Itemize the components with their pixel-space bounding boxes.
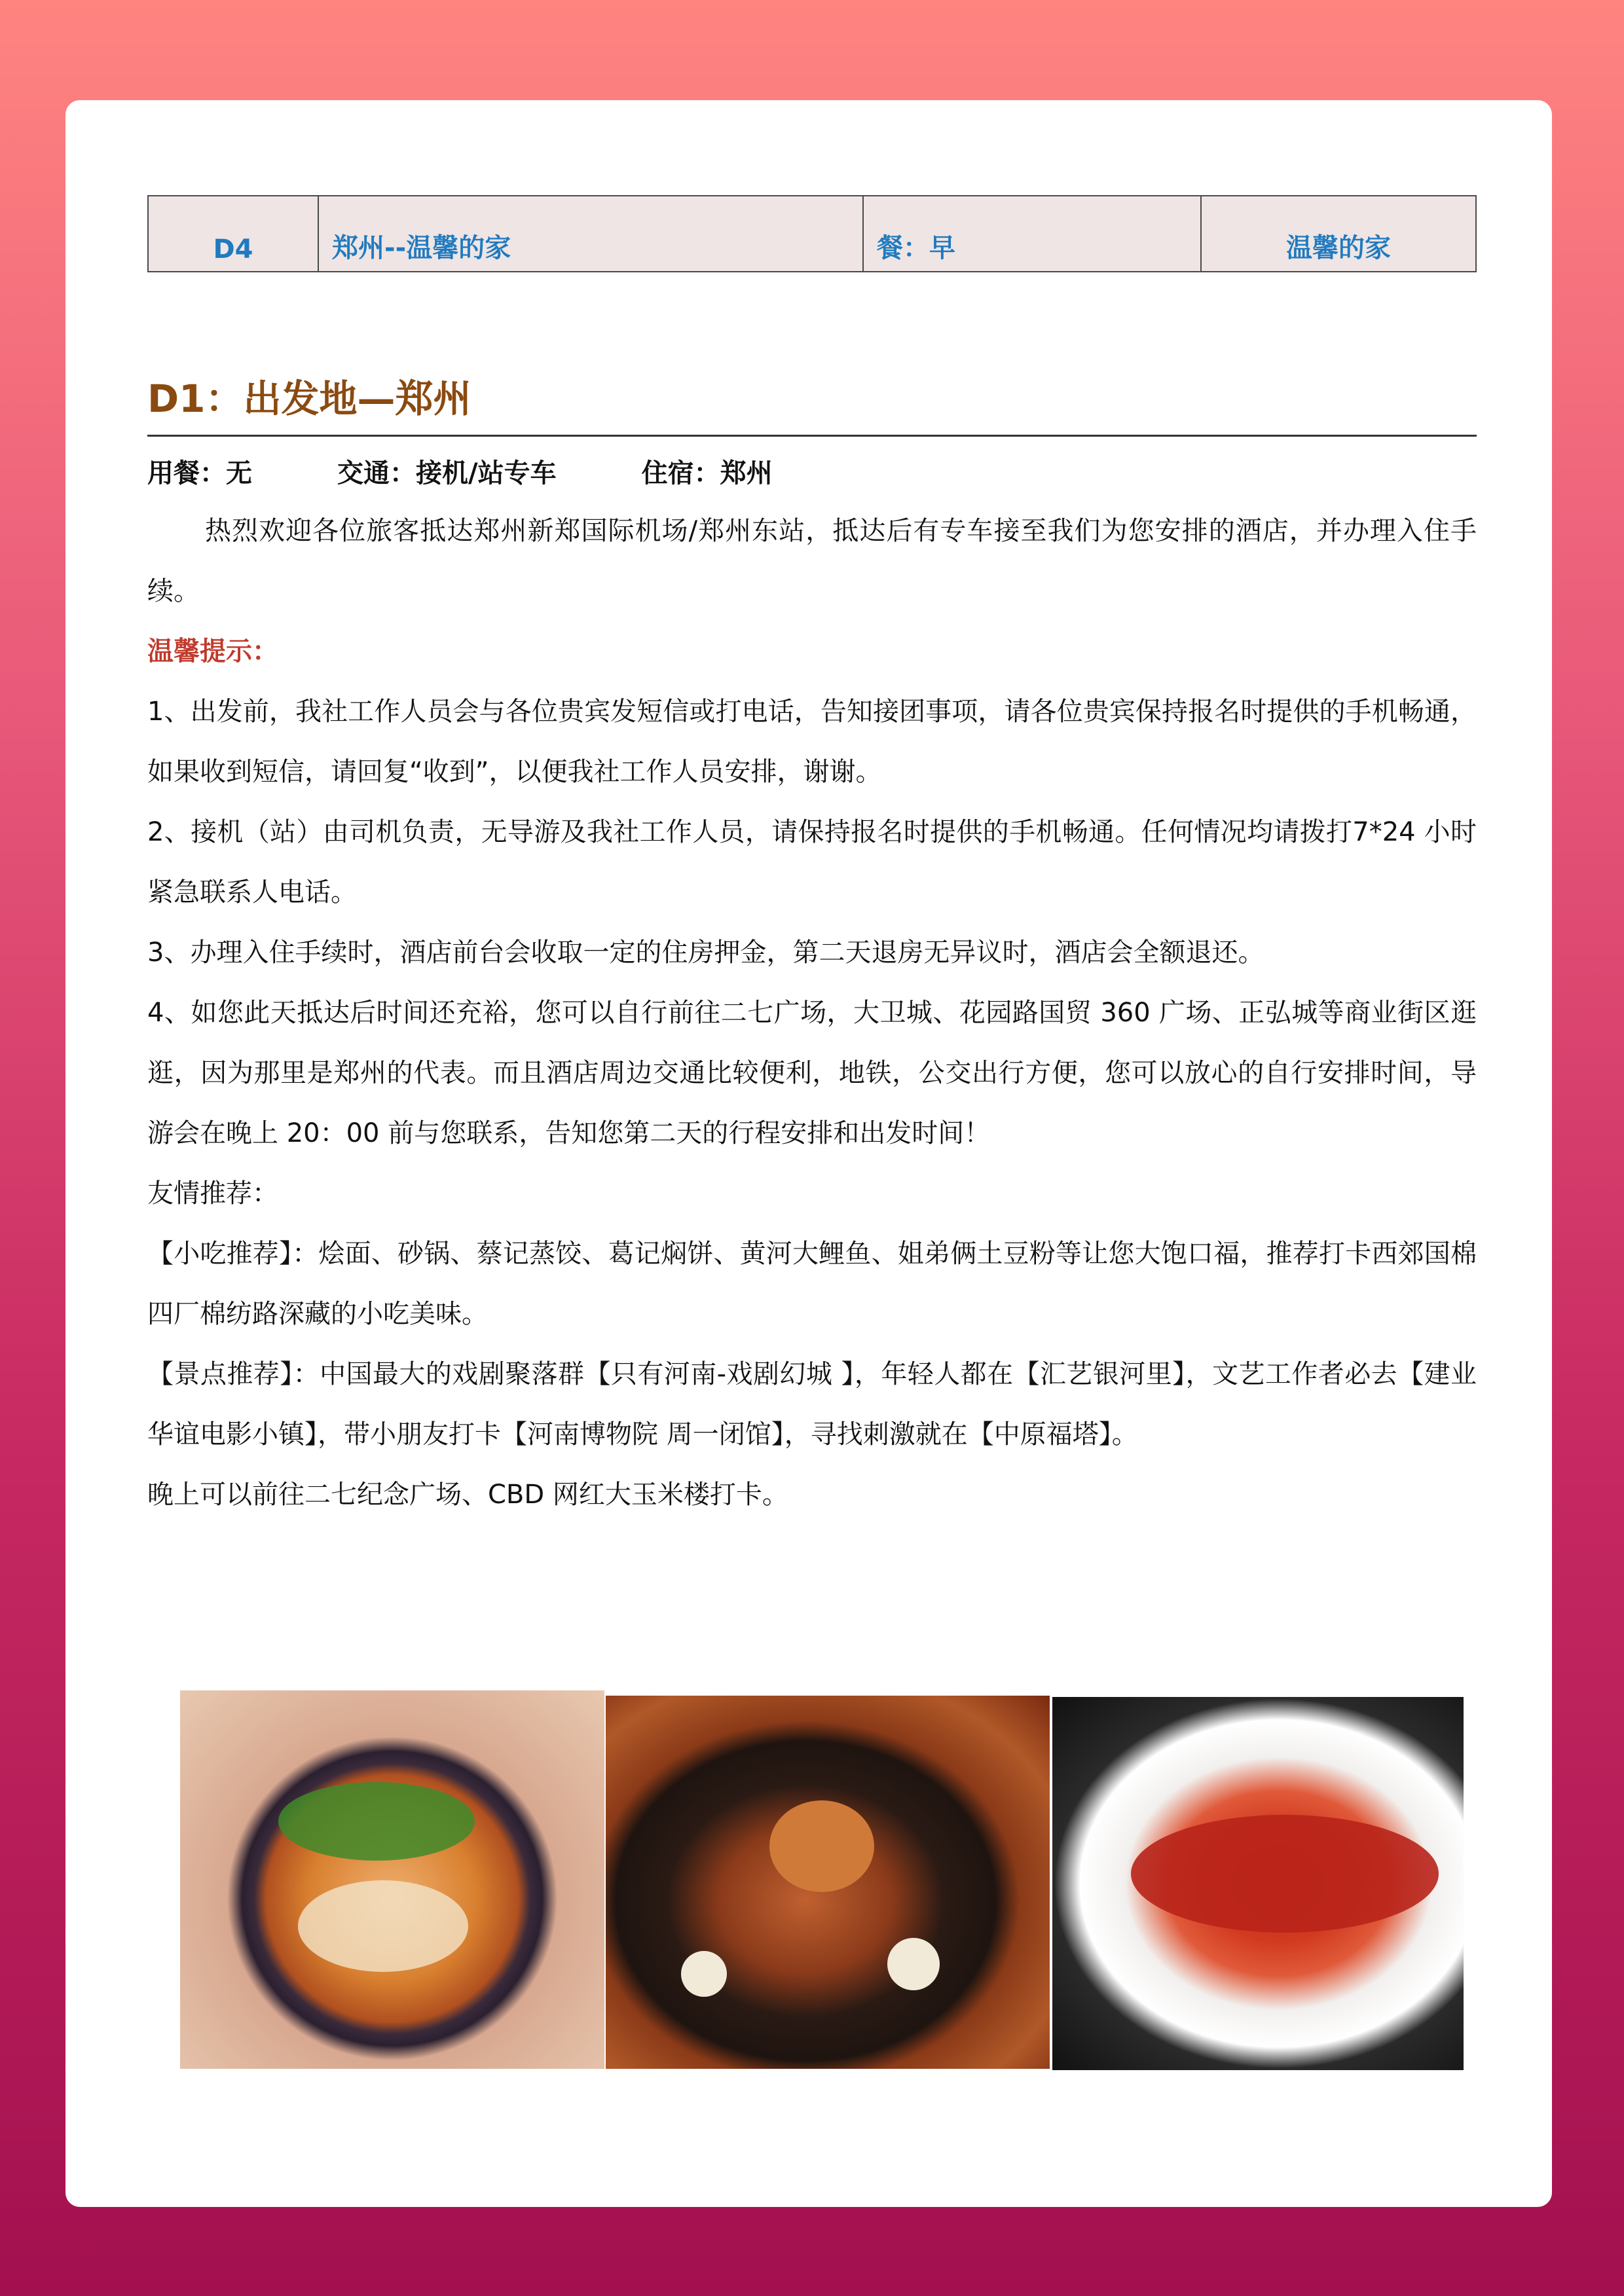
transport-info: 交通：接机/站专车 bbox=[337, 458, 557, 488]
day-title: D1：出发地—郑州 bbox=[147, 378, 1477, 437]
clay-pot-photo bbox=[606, 1696, 1050, 2069]
tips-title: 温馨提示： bbox=[147, 636, 278, 666]
tip-item: 3、办理入住手续时，酒店前台会收取一定的住房押金，第二天退房无异议时，酒店会全额退还。 bbox=[147, 937, 1264, 968]
day-cell: D4 bbox=[148, 196, 318, 272]
food-photos bbox=[180, 1690, 1464, 2070]
meal-info: 用餐：无 bbox=[147, 458, 252, 488]
day-meta bbox=[147, 455, 1477, 492]
stay-info: 住宿：郑州 bbox=[641, 458, 773, 488]
braised-fish-photo bbox=[1052, 1697, 1464, 2070]
tip-item: 4、如您此天抵达后时间还充裕，您可以自行前往二七广场，大卫城、花园路国贸 360 广场、正弘城等商业街区逛逛，因为那里是郑州的代表。而且酒店周边交通比较便利，地铁，公交出行方便，您可以放心的自行安排时间，导游会在晚上 20：00 前与您联系，告知您第二天的行程安排和出发时间！ bbox=[147, 997, 1477, 1148]
tip-item: 1、出发前，我社工作人员会与各位贵宾发短信或打电话，告知接团事项，请各位贵宾保持报名时提供的手机畅通，如果收到短信，请回复“收到”，以便我社工作人员安排，谢谢。 bbox=[147, 696, 1477, 787]
day-section bbox=[147, 378, 1477, 1525]
meals-cell: 餐：早 bbox=[863, 196, 1201, 272]
food-recommendation: 【小吃推荐】：烩面、砂锅、蔡记蒸饺、葛记焖饼、黄河大鲤鱼、姐弟俩土豆粉等让您大饱口福，推荐打卡西郊国棉四厂棉纺路深藏的小吃美味。 bbox=[147, 1238, 1477, 1329]
tip-item: 2、接机（站）由司机负责，无导游及我社工作人员，请保持报名时提供的手机畅通。任何情况均请拨打7*24 小时紧急联系人电话。 bbox=[147, 816, 1477, 907]
schedule-table bbox=[147, 195, 1477, 272]
itinerary-content bbox=[147, 195, 1477, 1525]
table-row bbox=[148, 196, 1476, 272]
intro-paragraph: 热烈欢迎各位旅客抵达郑州新郑国际机场/郑州东站，抵达后有专车接至我们为您安排的酒店，并办理入住手续。 bbox=[147, 515, 1477, 606]
route-cell: 郑州--温馨的家 bbox=[318, 196, 863, 272]
recommend-title: 友情推荐： bbox=[147, 1178, 278, 1209]
lodging-cell: 温馨的家 bbox=[1201, 196, 1476, 272]
evening-recommendation: 晚上可以前往二七纪念广场、CBD 网红大玉米楼打卡。 bbox=[147, 1479, 788, 1510]
noodle-soup-photo bbox=[180, 1690, 604, 2069]
sight-recommendation: 【景点推荐】：中国最大的戏剧聚落群【只有河南-戏剧幻城 】，年轻人都在【汇艺银河里】，文艺工作者必去【建业华谊电影小镇】，带小朋友打卡【河南博物院 周一闭馆】，寻找刺激就在【中原福塔】。 bbox=[147, 1358, 1477, 1449]
